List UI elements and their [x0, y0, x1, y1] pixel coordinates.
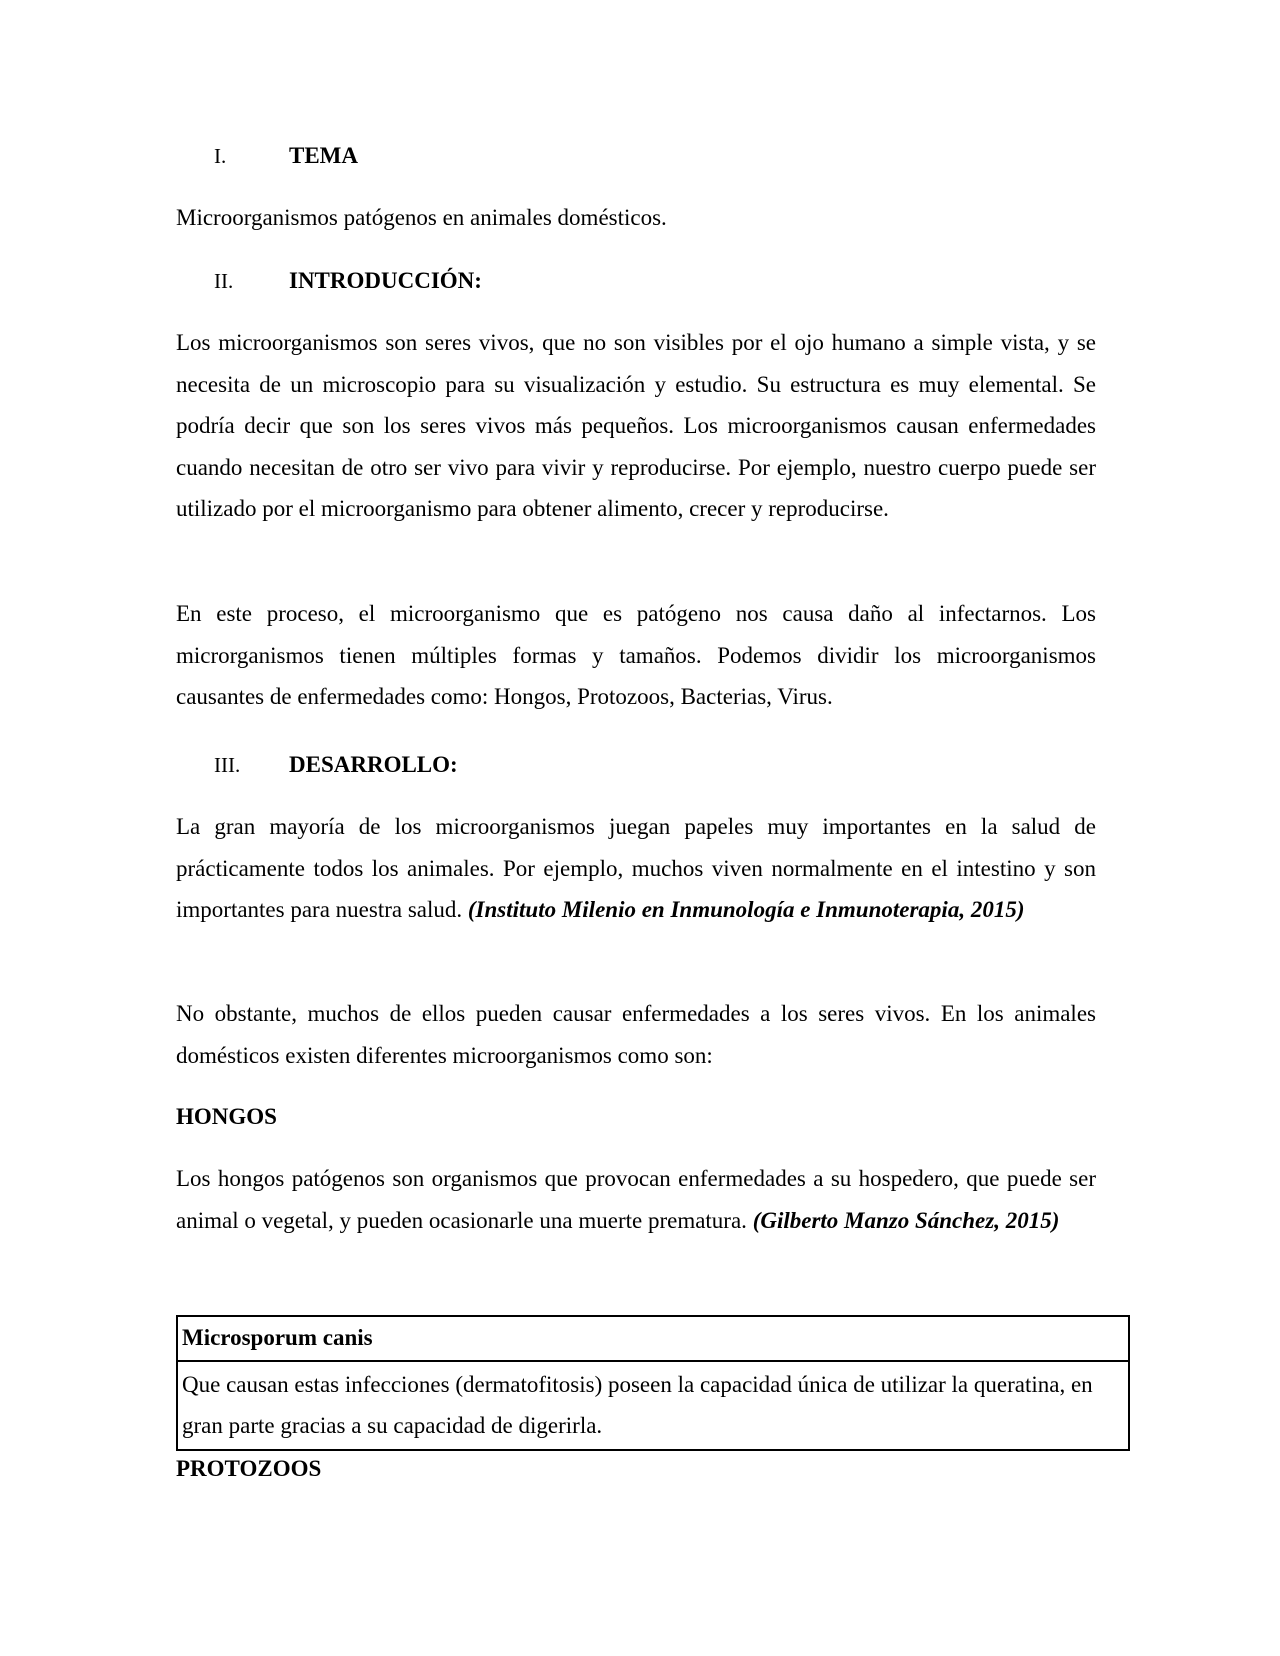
table-body-cell: Que causan estas infecciones (dermatofitosis) poseen la capacidad única de utilizar la queratina, en gran parte gracias a su capacidad de digerirla. [182, 1372, 1093, 1438]
section-title: INTRODUCCIÓN: [289, 268, 482, 293]
section-title: TEMA [289, 143, 358, 168]
section-number: I. [214, 144, 227, 168]
intro-paragraph-2: En este proceso, el microorganismo que es patógeno nos causa daño al infectarnos. Los microrganismos tienen múltiples formas y tamaños. Podemos dividir los microorganismos causantes de enfermedades como: Hongos, Protozoos, Bacterias, Virus. [176, 601, 1096, 710]
tema-text: Microorganismos patógenos en animales domésticos. [176, 205, 667, 230]
hongos-paragraph-text: Los hongos patógenos son organismos que provocan enfermedades a su hospedero, que puede ser animal o vegetal, y pueden ocasionarle una muerte prematura. [176, 1166, 1096, 1233]
table-header-cell: Microsporum canis [178, 1317, 1128, 1362]
section-title: DESARROLLO: [289, 752, 458, 777]
desarrollo-paragraph-1-text: La gran mayoría de los microorganismos juegan papeles muy importantes en la salud de prácticamente todos los animales. Por ejemplo, muchos viven normalmente en el intestino y son importantes para nuestra salud. [176, 814, 1096, 923]
desarrollo-paragraph-2: No obstante, muchos de ellos pueden causar enfermedades a los seres vivos. En los animales domésticos existen diferentes microorganismos como son: [176, 1001, 1096, 1068]
protozoos-heading: PROTOZOOS [176, 1456, 322, 1481]
hongos-heading: HONGOS [176, 1104, 277, 1129]
hongos-paragraph [176, 1158, 1096, 1241]
citation: (Instituto Milenio en Inmunología e Inmunoterapia, 2015) [467, 897, 1025, 923]
intro-paragraph-1: Los microorganismos son seres vivos, que no son visibles por el ojo humano a simple vista, y se necesita de un microscopio para su visualización y estudio. Su estructura es muy elemental. Se podría decir que son los seres vivos más pequeños. Los microorganismos causan enfermedades cuando necesitan de otro ser vivo para vivir y reproducirse. Por ejemplo, nuestro cuerpo puede ser utilizado por el microorganismo para obtener alimento, crecer y reproducirse. [176, 330, 1096, 522]
section-number: II. [214, 269, 234, 293]
microorganism-table [176, 1315, 1130, 1451]
section-number: III. [214, 753, 241, 777]
citation: (Gilberto Manzo Sánchez, 2015) [752, 1207, 1060, 1233]
desarrollo-paragraph-1 [176, 806, 1096, 931]
